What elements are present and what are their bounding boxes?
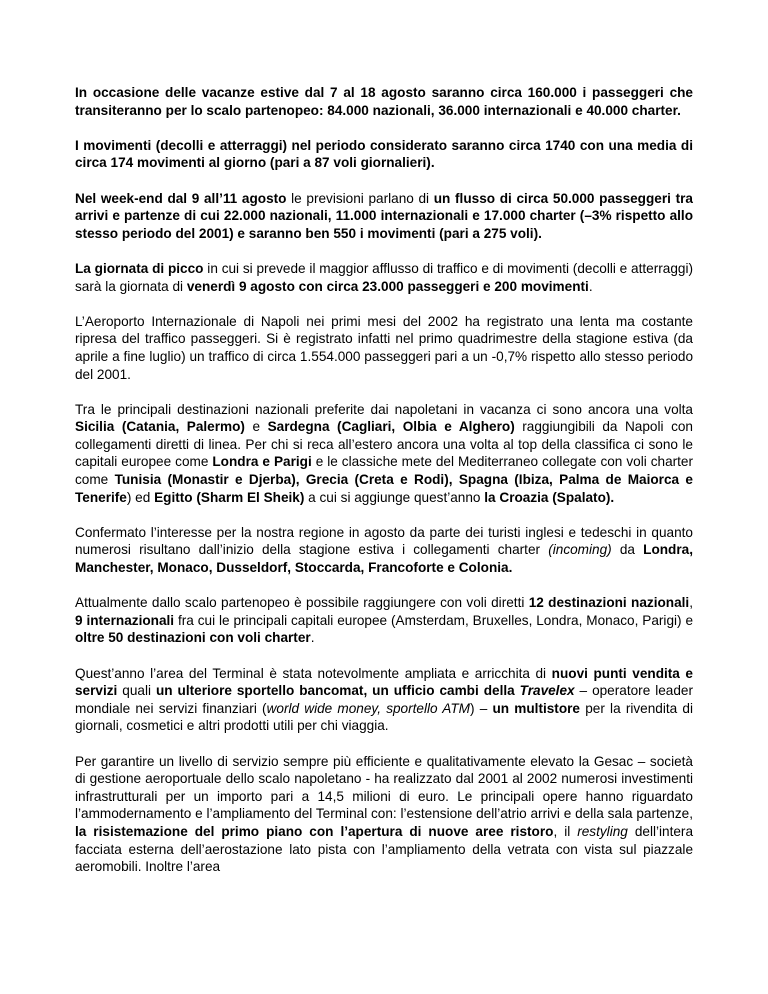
text-run: a cui si aggiunge quest’anno xyxy=(304,489,485,505)
text-run: e xyxy=(244,419,268,435)
text-run: – operatore leader mondiale nei servizi finanziari ( xyxy=(75,683,694,716)
text-run: quali xyxy=(117,683,156,699)
text-run: un multistore xyxy=(492,700,580,716)
text-run: oltre 50 destinazioni con voli charter xyxy=(75,630,311,646)
text-run: Londra, Manchester, Monaco, Dusseldorf, Stoccarda, Francoforte e Colonia. xyxy=(75,542,693,576)
paragraph xyxy=(75,401,693,507)
text-run: Londra e Parigi xyxy=(212,454,312,470)
text-run: , il xyxy=(553,823,578,839)
text-run: la risistemazione del primo piano con l’apertura di nuove aree ristoro xyxy=(75,823,554,839)
text-run: dell’intera facciata esterna dell’aerostazione lato pista con l’ampliamento della vetrata con vista sul piazzale aeromobili. Inoltre l’area xyxy=(75,823,694,875)
text-run: nuovi punti vendita e servizi xyxy=(75,665,693,699)
text-run: la Croazia (Spalato). xyxy=(484,489,615,505)
text-run: 9 internazionali xyxy=(75,612,175,628)
text-run: ) – xyxy=(469,700,493,716)
text-run: un flusso di circa 50.000 passeggeri tra arrivi e partenze di cui 22.000 nazionali, 11.000 internazionali e 17.000 charter (–3% rispetto allo stesso periodo del 2001) e saranno ben 550 i movimenti (pari a 275 voli). xyxy=(75,190,693,241)
text-run: . xyxy=(310,630,315,646)
paragraph xyxy=(75,524,693,577)
text-run: raggiungibili da Napoli con collegamenti diretti di linea. Per chi si reca all’estero ancora una volta al top della classifica ci sono le capitali europee come xyxy=(75,419,693,470)
text-run: Per garantire un livello di servizio sempre più efficiente e qualitativamente elevato la Gesac – società di gestione aeroportuale dello scalo napoletano - ha realizzato dal 2001 al 2002 numerosi investimenti infrastrutturali per un importo pari a 14,5 milioni di euro. Le principali opere hanno riguardato l’ammodernamento e l’ampliamento del Terminal con: l’estensione dell’atrio arrivi e della sala partenze, xyxy=(75,753,693,822)
text-run: world wide money, sportello ATM xyxy=(266,700,470,716)
text-run: Confermato l’interesse per la nostra regione in agosto da parte dei turisti inglesi e tedeschi in quanto numerosi risultano dall’inizio della stagione estiva i collegamenti charter xyxy=(75,524,693,558)
text-run: per la rivendita di giornali, cosmetici e altri prodotti utili per chi viaggia. xyxy=(75,700,694,734)
text-run: In occasione delle vacanze estive dal 7 al 18 agosto saranno circa 160.000 i passeggeri che transiteranno per lo scalo partenopeo: 84.000 nazionali, 36.000 internazionali e 40.000 charter. xyxy=(75,85,693,118)
text-run: Travelex xyxy=(519,683,575,699)
text-run: Sicilia (Catania, Palermo) xyxy=(75,419,245,435)
text-run: Tunisia (Monastir e Djerba), Grecia (Creta e Rodi), Spagna (Ibiza, Palma de Maiorca e Tenerife xyxy=(75,472,693,505)
paragraph xyxy=(75,260,693,295)
text-run: (incoming) xyxy=(548,542,612,558)
text-run: L’Aeroporto Internazionale di Napoli nei primi mesi del 2002 ha registrato una lenta ma costante ripresa del traffico passeggeri. Si è registrato infatti nel primo quadrimestre della stagione estiva (da aprile a fine luglio) un traffico di circa 1.554.000 passeggeri pari a un -0,7% rispetto allo stesso periodo del 2001. xyxy=(75,313,693,382)
paragraph xyxy=(75,84,693,119)
paragraph xyxy=(75,313,693,383)
text-run: Sardegna (Cagliari, Olbia e Alghero) xyxy=(267,419,515,435)
text-run: restyling xyxy=(577,823,628,839)
paragraph xyxy=(75,137,693,172)
document-body xyxy=(75,84,693,876)
text-run: Tra le principali destinazioni nazionali preferite dai napoletani in vacanza ci sono ancora una volta xyxy=(75,401,693,417)
text-run: ) ed xyxy=(126,489,155,505)
text-run: e le classiche mete del Mediterraneo collegate con voli charter come xyxy=(75,454,694,488)
text-run: , xyxy=(689,595,693,611)
text-run: in cui si prevede il maggior afflusso di traffico e di movimenti (decolli e atterraggi) sarà la giornata di xyxy=(75,260,693,294)
paragraph xyxy=(75,190,693,243)
text-run: 12 destinazioni nazionali xyxy=(528,595,690,611)
text-run: Quest’anno l’area del Terminal è stata notevolmente ampliata e arricchita di xyxy=(75,665,552,681)
text-run: I movimenti (decolli e atterraggi) nel periodo considerato saranno circa 1740 con una media di circa 174 movimenti al giorno (pari a 87 voli giornalieri). xyxy=(75,137,693,171)
paragraph xyxy=(75,753,693,876)
text-run: . xyxy=(588,278,593,294)
text-run: venerdì 9 agosto con circa 23.000 passeggeri e 200 movimenti xyxy=(186,278,589,294)
text-run: La giornata di picco xyxy=(75,260,204,276)
paragraph xyxy=(75,665,693,735)
text-run: da xyxy=(611,542,644,558)
text-run: Attualmente dallo scalo partenopeo è possibile raggiungere con voli diretti xyxy=(75,595,529,611)
text-run: Nel week-end dal 9 all’11 agosto xyxy=(75,190,287,206)
text-run: fra cui le principali capitali europee (Amsterdam, Bruxelles, Londra, Monaco, Parigi) e xyxy=(174,612,694,628)
paragraph xyxy=(75,594,693,647)
text-run: un ulteriore sportello bancomat, un ufficio cambi della xyxy=(155,683,520,699)
text-run: le previsioni parlano di xyxy=(286,190,434,206)
text-run: Egitto (Sharm El Sheik) xyxy=(154,489,305,505)
